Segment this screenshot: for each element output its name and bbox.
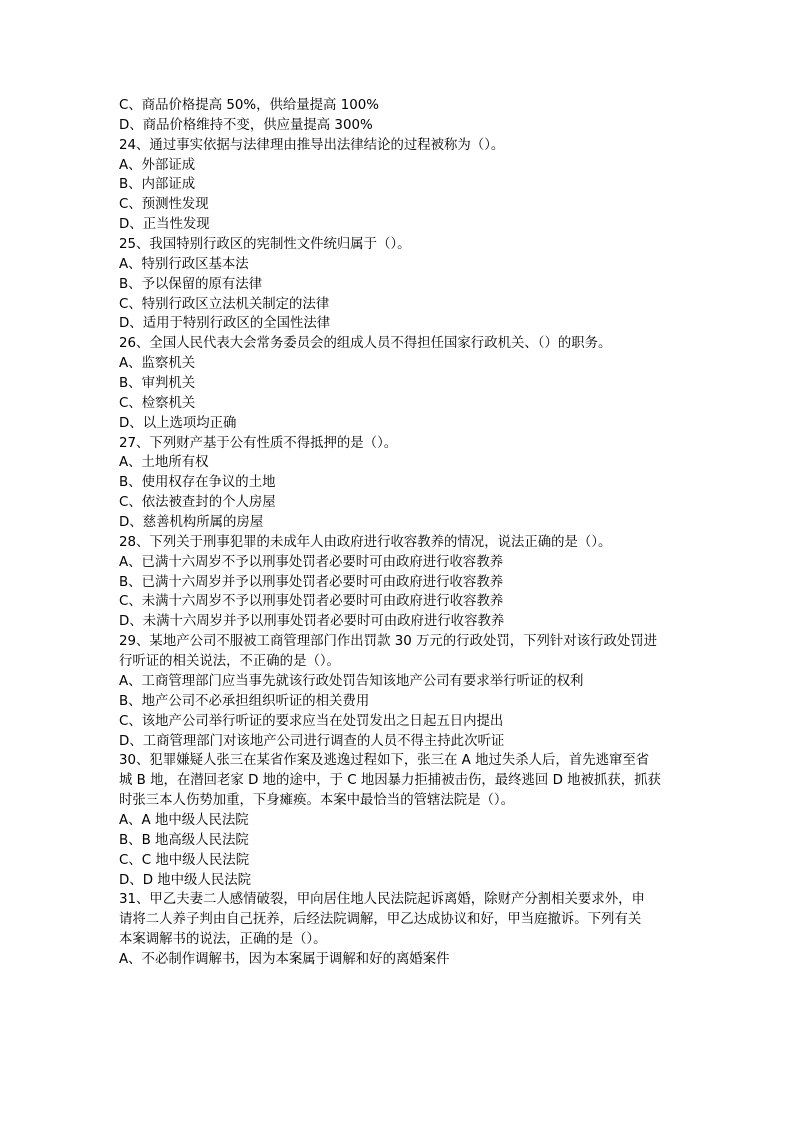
question-31-text-line-1: 31、甲乙夫妻二人感情破裂，甲向居住地人民法院起诉离婚，除财产分割相关要求外，申 xyxy=(119,892,645,908)
question-28-option-c: C、未满十六周岁不予以刑事处罚者必要时可由政府进行收容教养 xyxy=(119,594,504,610)
question-26-option-a: A、监察机关 xyxy=(119,356,196,372)
question-26-text: 26、全国人民代表大会常务委员会的组成人员不得担任国家行政机关、（）的职务。 xyxy=(119,336,612,352)
question-26-option-c: C、检察机关 xyxy=(119,395,196,411)
question-25-option-d: D、适用于特别行政区的全国性法律 xyxy=(119,316,331,332)
question-30-text-line-1: 30、犯罪嫌疑人张三在某省作案及逃逸过程如下，张三在 A 地过失杀人后，首先逃窜至省 xyxy=(119,753,650,769)
question-30-option-d: D、D 地中级人民法院 xyxy=(119,872,252,888)
question-24-text: 24、通过事实依据与法律理由推导出法律结论的过程被称为（）。 xyxy=(119,137,505,153)
question-28-text: 28、下列关于刑事犯罪的未成年人由政府进行收容教养的情况，说法正确的是（）。 xyxy=(119,534,612,550)
question-27-option-d: D、慈善机构所属的房屋 xyxy=(119,515,264,531)
question-31-text-line-3: 本案调解书的说法，正确的是（）。 xyxy=(119,932,327,948)
question-26-option-d: D、以上选项均正确 xyxy=(119,415,237,431)
question-25-option-b: B、予以保留的原有法律 xyxy=(119,276,263,292)
question-24-option-b: B、内部证成 xyxy=(119,177,196,193)
question-29-option-d: D、工商管理部门对该地产公司进行调查的人员不得主持此次听证 xyxy=(119,733,505,749)
question-27-option-a: A、土地所有权 xyxy=(119,455,209,471)
question-28-option-a: A、已满十六周岁不予以刑事处罚者必要时可由政府进行收容教养 xyxy=(119,554,504,570)
question-29-option-c: C、该地产公司举行听证的要求应当在处罚发出之日起五日内提出 xyxy=(119,713,504,729)
question-29-option-a: A、工商管理部门应当事先就该行政处罚告知该地产公司有要求举行听证的权利 xyxy=(119,673,584,689)
question-30-option-b: B、B 地高级人民法院 xyxy=(119,832,249,848)
question-24-option-d: D、正当性发现 xyxy=(119,217,210,233)
question-27-option-b: B、使用权存在争议的土地 xyxy=(119,475,276,491)
option-line: D、商品价格维持不变，供应量提高 300% xyxy=(119,117,373,133)
question-30-option-a: A、A 地中级人民法院 xyxy=(119,812,249,828)
question-25-text: 25、我国特别行政区的宪制性文件统归属于（）。 xyxy=(119,237,411,253)
question-30-text-line-3: 时张三本人伤势加重，下身瘫痪。本案中最恰当的管辖法院是（）。 xyxy=(119,793,515,809)
question-30-option-c: C、C 地中级人民法院 xyxy=(119,852,250,868)
question-31-text-line-2: 请将二人养子判由自己抚养，后经法院调解，甲乙达成协议和好，甲当庭撤诉。下列有关 xyxy=(119,912,642,928)
question-25-option-a: A、特别行政区基本法 xyxy=(119,256,249,272)
question-31-option-a: A、不必制作调解书，因为本案属于调解和好的离婚案件 xyxy=(119,951,450,967)
document-page xyxy=(119,96,675,970)
question-29-option-b: B、地产公司不必承担组织听证的相关费用 xyxy=(119,693,370,709)
question-24-option-a: A、外部证成 xyxy=(119,157,196,173)
question-29-text-line-2: 行听证的相关说法，不正确的是（）。 xyxy=(119,654,340,670)
question-29-text-line-1: 29、某地产公司不服被工商管理部门作出罚款 30 万元的行政处罚，下列针对该行政处罚进 xyxy=(119,634,658,650)
question-25-option-c: C、特别行政区立法机关制定的法律 xyxy=(119,296,330,312)
question-28-option-b: B、已满十六周岁并予以刑事处罚者必要时可由政府进行收容教养 xyxy=(119,574,504,590)
option-line: C、商品价格提高 50%，供给量提高 100% xyxy=(119,98,379,113)
question-28-option-d: D、未满十六周岁并予以刑事处罚者必要时可由政府进行收容教养 xyxy=(119,614,505,630)
question-27-option-c: C、依法被查封的个人房屋 xyxy=(119,495,276,511)
question-24-option-c: C、预测性发现 xyxy=(119,197,209,213)
question-27-text: 27、下列财产基于公有性质不得抵押的是（）。 xyxy=(119,435,398,451)
question-30-text-line-2: 城 B 地，在潜回老家 D 地的途中，于 C 地因暴力拒捕被击伤，最终逃回 D 地被抓获，抓获 xyxy=(119,773,661,789)
question-26-option-b: B、审判机关 xyxy=(119,376,196,392)
